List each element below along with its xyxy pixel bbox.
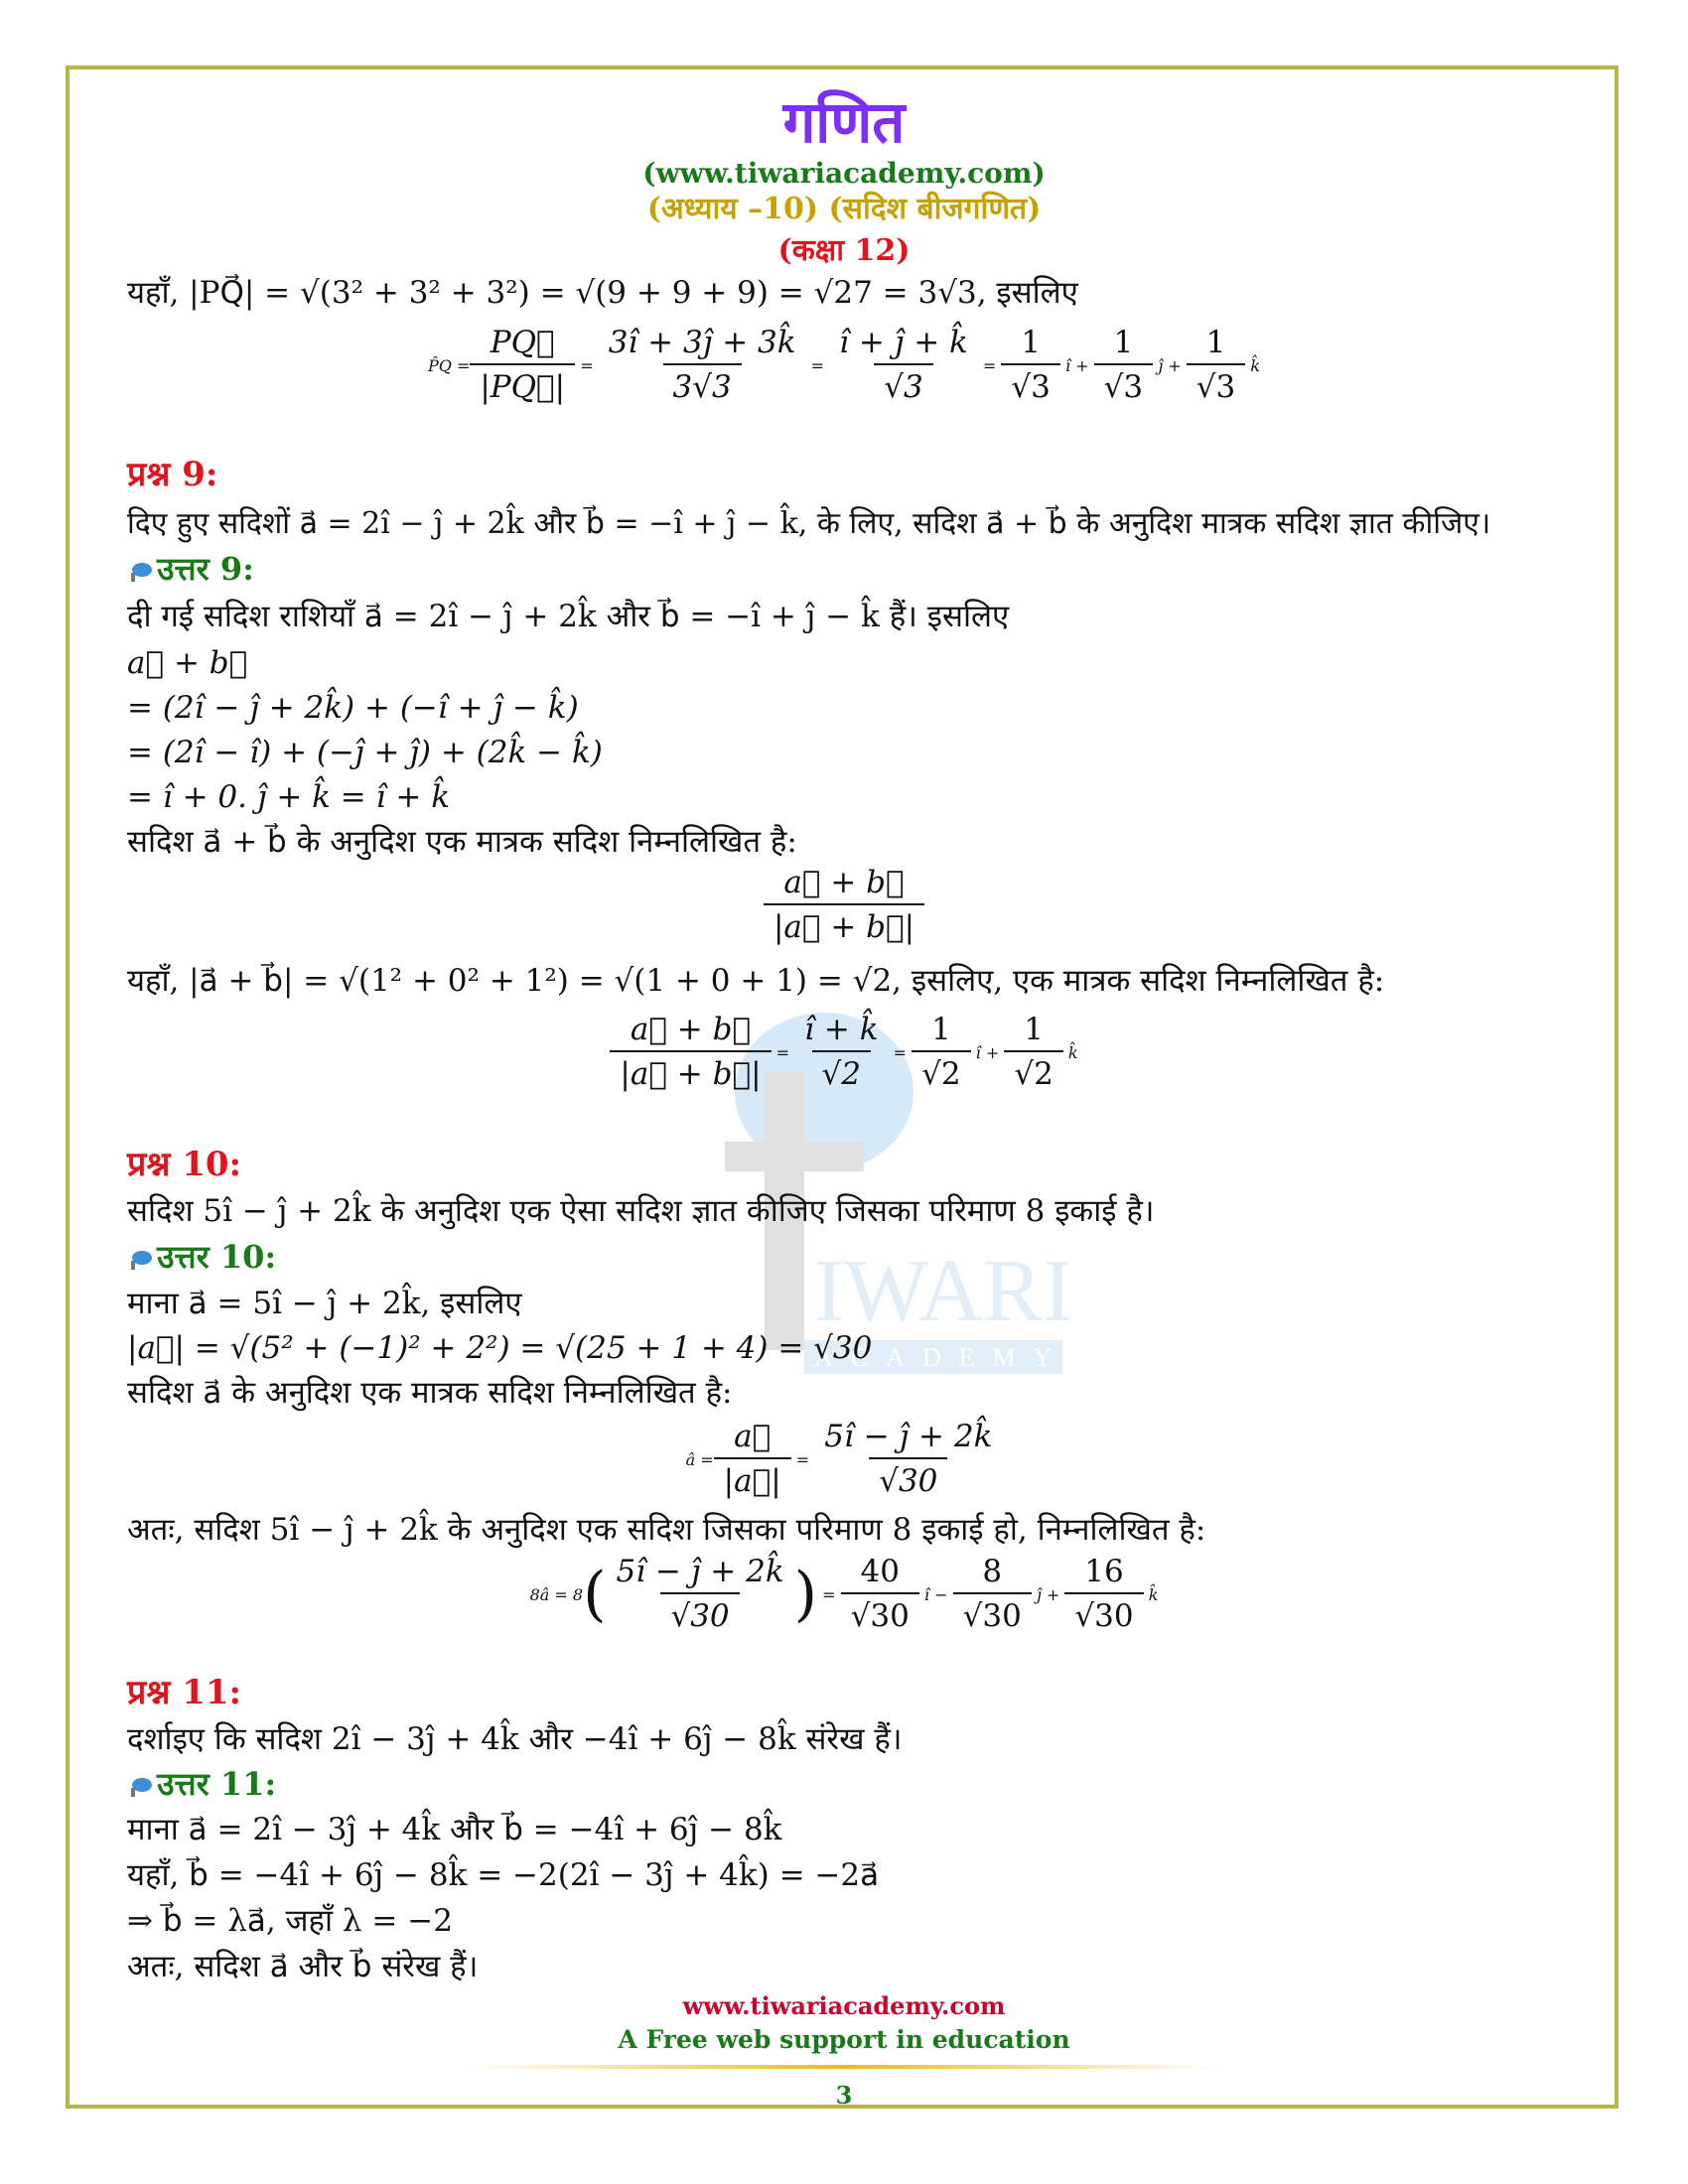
fraction [610, 1009, 771, 1096]
answer-11-line-1: माना a⃗ = 2î − 3ĵ + 4k̂ और b⃗ = −4î + 6ĵ − 8k̂ [127, 1812, 782, 1847]
fraction [1187, 322, 1245, 409]
denominator: √3 [1187, 363, 1245, 409]
numerator: 1 [1024, 1012, 1044, 1047]
answer-9-line-3: = (2î − ĵ + 2k̂) + (−î + ĵ − k̂) [127, 690, 579, 726]
term: k̂ [1245, 355, 1261, 375]
fraction [599, 322, 806, 409]
fraction [1001, 322, 1059, 409]
answer-11-line-3: ⇒ b⃗ = λa⃗, जहाँ λ = −2 [127, 1903, 453, 1939]
answer-9-line-4: = (2î − î) + (−ĵ + ĵ) + (2k̂ − k̂) [127, 735, 603, 770]
denominator: √30 [869, 1457, 947, 1503]
numerator: î + k̂ [804, 1012, 879, 1047]
denominator: 3√3 [663, 363, 742, 409]
denominator: |a⃗| [714, 1457, 791, 1503]
answer-11-line-2: यहाँ, b⃗ = −4î + 6ĵ − 8k̂ = −2(2î − 3ĵ + 4k̂) = −2a⃗ [127, 1857, 880, 1893]
denominator: √2 [1004, 1050, 1062, 1096]
denominator: √30 [660, 1592, 739, 1638]
equals: = [888, 1042, 913, 1062]
answer-label-text: उत्तर 9: [157, 550, 254, 588]
denominator: |PQ⃗| [470, 363, 575, 409]
answer-9-line-5: = î + 0. ĵ + k̂ = î + k̂ [127, 779, 451, 815]
answer-9-line-6: सदिश a⃗ + b⃗ के अनुदिश एक मात्रक सदिश निम्नलिखित है: [127, 824, 797, 860]
answer-10-label [127, 1234, 276, 1280]
numerator: î + ĵ + k̂ [839, 325, 968, 360]
equals: = [790, 1449, 815, 1469]
question-9-text: दिए हुए सदिशों a⃗ = 2î − ĵ + 2k̂ और b⃗ = −î + ĵ − k̂, के लिए, सदिश a⃗ + b⃗ के अनुदिश मात्रक सदिश ज्ञात कीजिए। [127, 506, 1491, 541]
page-title: गणित [782, 88, 906, 156]
denominator: √3 [1001, 363, 1059, 409]
numerator: PQ⃗ [490, 325, 555, 360]
answer-10-line-2: |a⃗| = √(5² + (−1)² + 2²) = √(25 + 1 + 4) = √30 [127, 1330, 873, 1366]
numerator: a⃗ [734, 1419, 772, 1454]
fraction [841, 1551, 919, 1638]
denominator: √30 [1064, 1592, 1143, 1638]
term: k̂ [1143, 1584, 1159, 1604]
paren-open: ( [583, 1560, 607, 1629]
fraction [470, 322, 575, 409]
numerator: 1 [1021, 325, 1041, 360]
fraction [794, 1009, 888, 1096]
numerator: 40 [860, 1554, 900, 1589]
fraction [1004, 1009, 1062, 1096]
answer-9-fraction [0, 856, 1688, 955]
question-10-text: सदिश 5î − ĵ + 2k̂ के अनुदिश एक ऐसा सदिश ज्ञात कीजिए जिसका परिमाण 8 इकाई है। [127, 1193, 1155, 1229]
denominator: √30 [953, 1592, 1032, 1638]
watermark-text: IWARI [814, 1242, 1072, 1340]
page-number: 3 [835, 2081, 853, 2110]
answer-9-line-7: यहाँ, |a⃗ + b⃗| = √(1² + 0² + 1²) = √(1 + 0 + 1) = √2, इसलिए, एक मात्रक सदिश निम्नलिखित है: [127, 963, 1385, 999]
term: ĵ + [1153, 355, 1187, 375]
answer-label-text: उत्तर 10: [157, 1238, 277, 1276]
numerator: 5î − ĵ + 2k̂ [616, 1554, 784, 1589]
fraction [912, 1009, 970, 1096]
denominator: |a⃗ + b⃗| [610, 1050, 771, 1096]
term: ĵ + [1031, 1584, 1065, 1604]
answer-10-line-4: अतः, सदिश 5î − ĵ + 2k̂ के अनुदिश एक सदिश जिसका परिमाण 8 इकाई हो, निम्नलिखित है: [127, 1512, 1206, 1548]
answer-10-unit-vector-equation [0, 1410, 1688, 1509]
denominator: √2 [912, 1050, 970, 1096]
leaf-logo-icon [127, 561, 153, 583]
intro-unit-vector-equation [0, 316, 1688, 415]
paren-close: ) [793, 1560, 818, 1629]
equals: = [805, 355, 830, 375]
eq-lhs: â = [685, 1449, 714, 1469]
denominator: |a⃗ + b⃗| [764, 903, 924, 949]
leaf-logo-icon [127, 1776, 153, 1798]
fraction [953, 1551, 1032, 1638]
answer-label-text: उत्तर 11: [157, 1765, 277, 1803]
eq-lhs: 8â = 8 [529, 1584, 584, 1604]
term: î + [1059, 355, 1094, 375]
denominator: √30 [841, 1592, 919, 1638]
denominator: √3 [1094, 363, 1153, 409]
question-10-label: प्रश्न 10: [127, 1145, 242, 1184]
class-heading: (कक्षा 12) [777, 233, 911, 268]
numerator: 16 [1084, 1554, 1124, 1589]
watermark-subtext: ACADEMY [814, 1343, 1070, 1372]
equals: = [771, 1042, 795, 1062]
answer-9-result-equation [0, 1003, 1688, 1102]
numerator: a⃗ + b⃗ [630, 1012, 752, 1047]
numerator: 5î − ĵ + 2k̂ [824, 1419, 993, 1454]
fraction [714, 1416, 791, 1503]
denominator: √2 [812, 1050, 871, 1096]
fraction [1094, 322, 1153, 409]
answer-9-line-2: a⃗ + b⃗ [127, 645, 248, 681]
intro-line: यहाँ, |PQ⃗| = √(3² + 3² + 3²) = √(9 + 9 + 9) = √27 = 3√3, इसलिए [127, 275, 1078, 311]
numerator: 1 [1113, 325, 1134, 360]
term: î − [918, 1584, 953, 1604]
term: k̂ [1062, 1042, 1078, 1062]
answer-11-line-4: अतः, सदिश a⃗ और b⃗ संरेख हैं। [127, 1949, 479, 1984]
fraction [764, 862, 924, 949]
question-11-label: प्रश्न 11: [127, 1673, 242, 1712]
numerator: 1 [930, 1012, 951, 1047]
answer-10-result-equation [0, 1545, 1688, 1644]
denominator: √3 [874, 363, 932, 409]
fraction [1064, 1551, 1143, 1638]
answer-9-label [127, 546, 254, 592]
fraction [829, 322, 978, 409]
chapter-heading: (अध्याय –10) (सदिश बीजगणित) [646, 192, 1042, 226]
question-11-text: दर्शाइए कि सदिश 2î − 3ĵ + 4k̂ और −4î + 6ĵ − 8k̂ संरेख हैं। [127, 1721, 903, 1757]
equals: = [817, 1584, 841, 1604]
answer-9-line-1: दी गई सदिश राशियाँ a⃗ = 2î − ĵ + 2k̂ और b⃗ = −î + ĵ − k̂ हैं। इसलिए [127, 599, 1010, 634]
numerator: 3î + 3ĵ + 3k̂ [608, 325, 796, 360]
equals: = [977, 355, 1002, 375]
answer-10-line-3: सदिश a⃗ के अनुदिश एक मात्रक सदिश निम्नलिखित है: [127, 1375, 733, 1411]
numerator: 8 [982, 1554, 1003, 1589]
answer-10-line-1: माना a⃗ = 5î − ĵ + 2k̂, इसलिए [127, 1286, 522, 1321]
footer-website: www.tiwariacademy.com [682, 1991, 1006, 2020]
question-9-label: प्रश्न 9: [127, 455, 218, 494]
fraction [606, 1551, 793, 1638]
numerator: 1 [1205, 325, 1226, 360]
equals: = [575, 355, 599, 375]
fraction [814, 1416, 1002, 1503]
answer-11-label [127, 1761, 276, 1807]
numerator: a⃗ + b⃗ [783, 865, 905, 900]
leaf-logo-icon [127, 1249, 153, 1271]
header-website: (www.tiwariacademy.com) [642, 157, 1046, 190]
eq-lhs: P̂Q = [427, 355, 471, 375]
footer-divider [467, 2065, 1221, 2069]
footer-tagline: A Free web support in education [618, 2025, 1070, 2054]
term: î + [970, 1042, 1005, 1062]
